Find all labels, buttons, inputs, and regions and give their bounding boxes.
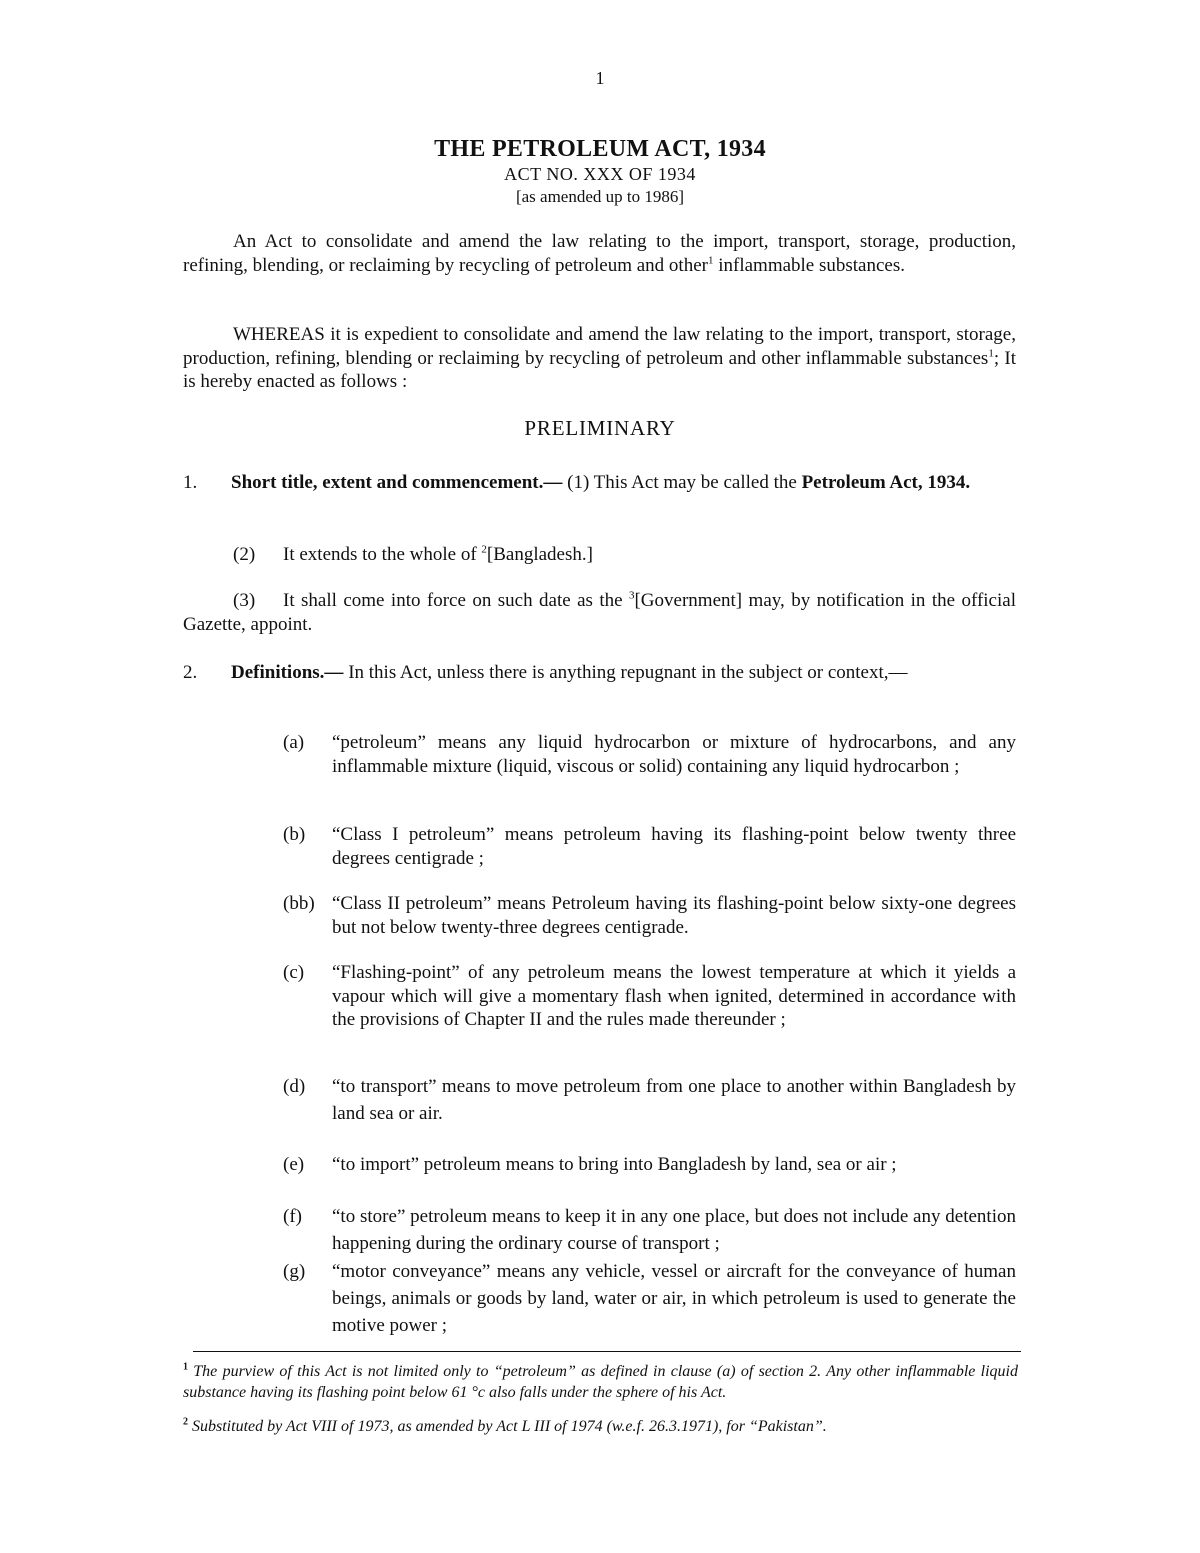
long-title-block [183, 230, 1016, 277]
section-1-sub-3: (3) It shall come into force on such date as the $^3$[Government] may, by notification in the official Gazette, appoint. [183, 589, 1016, 635]
definition-label: (f) [283, 1206, 302, 1227]
definition-text: “petroleum” means any liquid hydrocarbon or mixture of hydrocarbons, and any inflammable mixture (liquid, viscous or solid) containing any liquid hydrocarbon ; [332, 732, 1016, 777]
footnote-2 [183, 1416, 1018, 1437]
definition-text: “to transport” means to move petroleum from one place to another within Bangladesh by land sea or air. [332, 1076, 1016, 1124]
long-title: An Act to consolidate and amend the law relating to the import, transport, storage, production, refining, blending, or reclaiming by recycling of petroleum and other$^1$ inflammable substances. [183, 231, 1016, 276]
definition-text: “Class I petroleum” means petroleum having its flashing-point below twenty three degrees centigrade ; [332, 824, 1016, 869]
footnote-ref[interactable]: 2 [481, 543, 487, 556]
definition-text: “to store” petroleum means to keep it in any one place, but does not include any detention happening during the ordinary course of transport ; [332, 1206, 1016, 1254]
definition-f [283, 1203, 1016, 1257]
definition-bb [283, 892, 1016, 939]
section-heading: Definitions.— [231, 662, 344, 683]
footnote-mark: 1 [183, 1361, 188, 1373]
definition-label: (b) [283, 824, 306, 845]
footnote-ref[interactable]: 1 [707, 254, 714, 267]
definition-text: “motor conveyance” means any vehicle, vessel or aircraft for the conveyance of human beings, animals or goods by land, water or air, in which petroleum is used to generate the motive power ; [332, 1261, 1016, 1336]
footnote-divider [193, 1351, 1021, 1352]
definition-label: (d) [283, 1076, 306, 1097]
section-1-text: 1. Short title, extent and commencement.— (1) This Act may be called the Petroleum Act, 1934. [183, 469, 1016, 497]
footnote-ref[interactable]: 1 [988, 347, 994, 360]
amended-note: [as amended up to 1986] [515, 187, 685, 206]
preamble: WHEREAS it is expedient to consolidate and amend the law relating to the import, transport, storage, production, refining, blending or reclaiming by recycling of petroleum and other inflammable substances$^1$; It is hereby enacted as follows : [183, 324, 1016, 392]
section-number: 1. [183, 472, 198, 493]
definition-c [283, 961, 1016, 1032]
section-heading: Short title, extent and commencement.— [231, 472, 563, 493]
definition-text: “to import” petroleum means to bring into Bangladesh by land, sea or air ; [332, 1154, 897, 1175]
definition-label: (bb) [283, 893, 315, 914]
section-1 [183, 469, 1016, 497]
definition-label: (e) [283, 1154, 305, 1175]
definition-label: (a) [283, 732, 305, 753]
footnote-1 [183, 1361, 1018, 1403]
preamble-block [183, 323, 1016, 394]
definition-e [283, 1153, 1016, 1177]
definition-label: (g) [283, 1261, 306, 1282]
definition-label: (c) [283, 962, 305, 983]
act-number: ACT NO. XXX OF 1934 [504, 164, 696, 184]
footnote-text: The purview of this Act is not limited only to “petroleum” as defined in clause (a) of section 2. Any other inflammable liquid substance having its flashing point below 61 °c also falls under the sphere of his Act. [183, 1363, 1018, 1401]
chapter-heading: PRELIMINARY [524, 416, 676, 440]
footnote-mark: 2 [183, 1416, 188, 1428]
definition-text: “Flashing-point” of any petroleum means the lowest temperature at which it yields a vapour which will give a momentary flash when ignited, determined in accordance with the provisions of Chapter II and the rules made thereunder ; [332, 962, 1016, 1030]
footnote-ref[interactable]: 3 [628, 589, 635, 602]
definition-d [283, 1073, 1016, 1127]
definition-b [283, 823, 1016, 870]
definition-a [283, 731, 1016, 778]
definition-text: “Class II petroleum” means Petroleum having its flashing-point below sixty-one degrees but not below twenty-three degrees centigrade. [332, 893, 1016, 938]
act-title: THE PETROLEUM ACT, 1934 [434, 136, 766, 162]
page-number: 1 [595, 68, 605, 88]
footnote-text: Substituted by Act VIII of 1973, as amended by Act L III of 1974 (w.e.f. 26.3.1971), for “Pakistan”. [188, 1418, 827, 1435]
section-number: 2. [183, 662, 198, 683]
section-1-sub-2: (2) It extends to the whole of $^2$[Bangladesh.] [233, 543, 593, 565]
short-title: Petroleum Act, 1934 [801, 472, 966, 493]
section-2: 2. Definitions.— In this Act, unless there is anything repugnant in the subject or context,— [183, 662, 908, 683]
definition-g [283, 1258, 1016, 1339]
